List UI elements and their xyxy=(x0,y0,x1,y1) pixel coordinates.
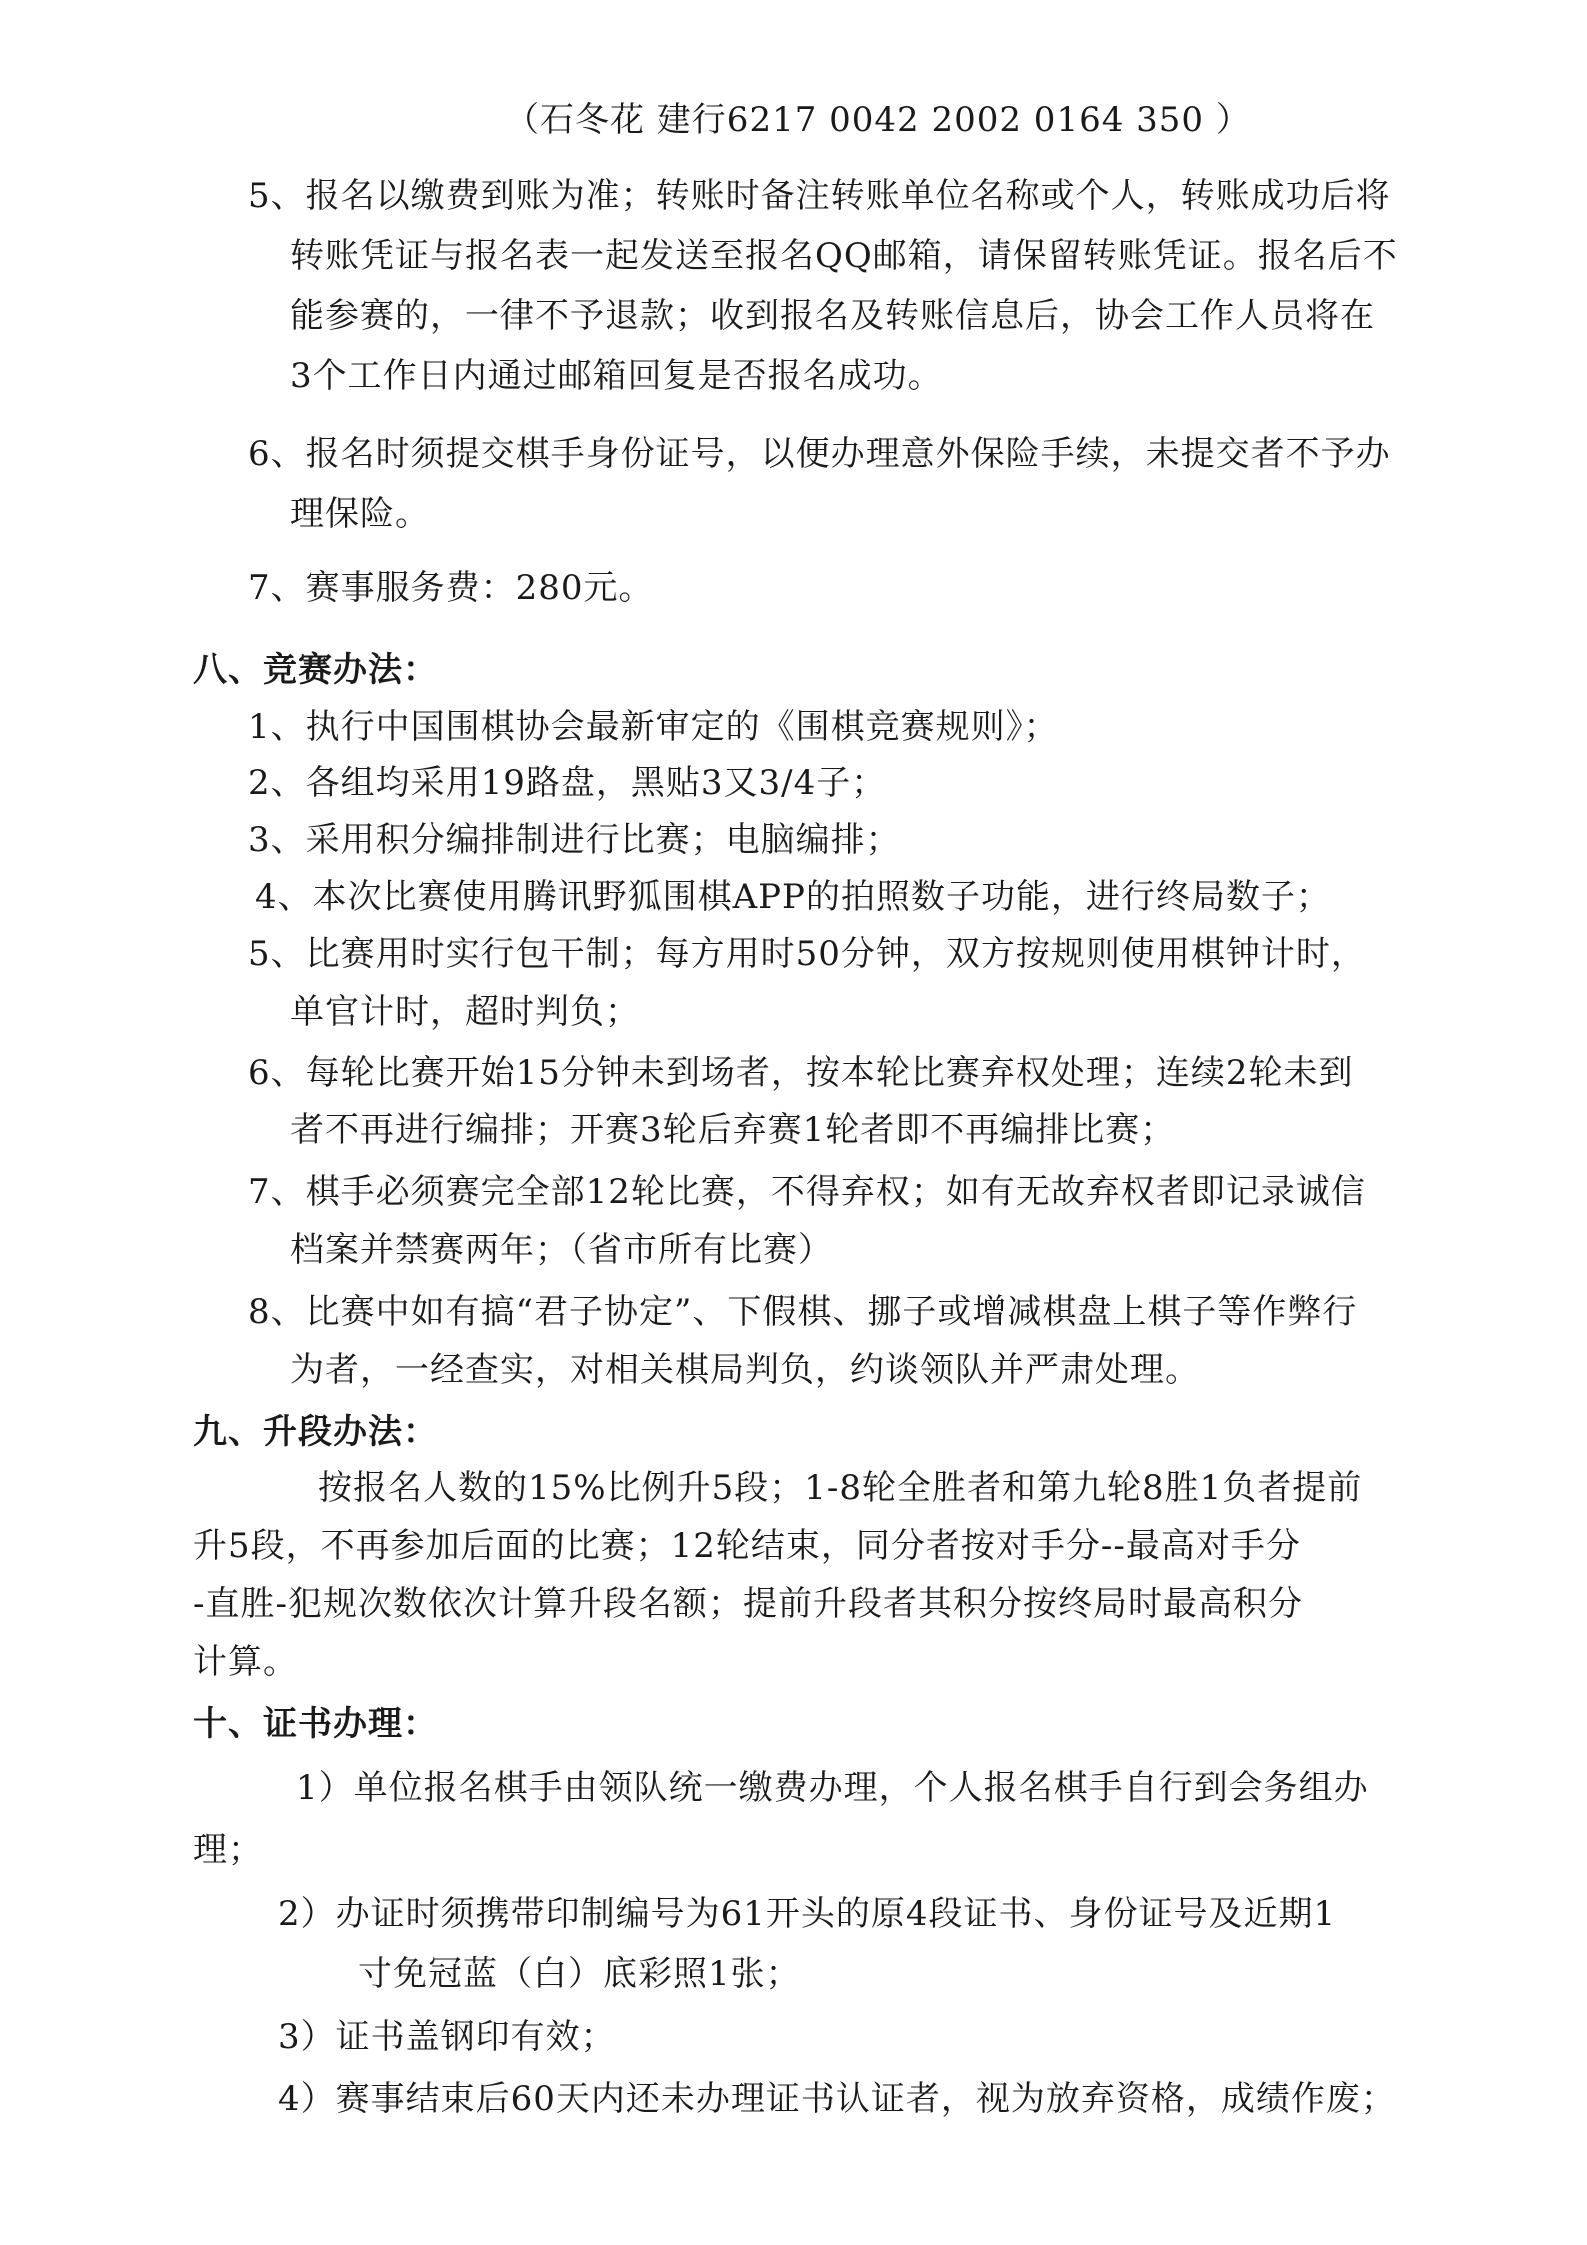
certificate-item-2-line-1: 2）办证时须携带印制编号为61开头的原4段证书、身份证号及近期1 xyxy=(278,1894,1337,1934)
promotion-para-line-2: 升5段，不再参加后面的比赛；12轮结束，同分者按对手分--最高对手分 xyxy=(193,1526,1301,1566)
certificate-item-2-line-2: 寸免冠蓝（白）底彩照1张； xyxy=(358,1954,801,1994)
registration-item-6-line-1: 6、报名时须提交棋手身份证号，以便办理意外保险手续，未提交者不予办 xyxy=(248,434,1391,474)
competition-item-7-line-1: 7、棋手必须赛完全部12轮比赛，不得弃权；如有无故弃权者即记录诚信 xyxy=(248,1172,1366,1212)
competition-item-5-line-2: 单官计时，超时判负； xyxy=(290,992,640,1032)
registration-item-7: 7、赛事服务费：280元。 xyxy=(248,568,654,608)
registration-item-6-line-2: 理保险。 xyxy=(290,494,430,534)
section-heading-10: 十、证书办理： xyxy=(193,1704,438,1744)
promotion-para-line-1: 按报名人数的15%比例升5段；1-8轮全胜者和第九轮8胜1负者提前 xyxy=(318,1468,1363,1508)
certificate-item-3: 3）证书盖钢印有效； xyxy=(278,2017,616,2057)
registration-item-5-line-2: 转账凭证与报名表一起发送至报名QQ邮箱，请保留转账凭证。报名后不 xyxy=(290,236,1398,276)
competition-item-8-line-2: 为者，一经查实，对相关棋局判负，约谈领队并严肃处理。 xyxy=(290,1350,1200,1390)
certificate-item-4: 4）赛事结束后60天内还未办理证书认证者，视为放弃资格，成绩作废； xyxy=(278,2079,1396,2119)
competition-item-6-line-2: 者不再进行编排；开赛3轮后弃赛1轮者即不再编排比赛； xyxy=(290,1110,1176,1150)
bank-account-line: （石冬花 建行6217 0042 2002 0164 350 ） xyxy=(505,100,1251,140)
certificate-item-1-line-2: 理； xyxy=(193,1830,263,1870)
competition-item-2: 2、各组均采用19路盘，黑贴3又3/4子； xyxy=(248,763,887,803)
competition-item-6-line-1: 6、每轮比赛开始15分钟未到场者，按本轮比赛弃权处理；连续2轮未到 xyxy=(248,1053,1354,1093)
competition-item-4: 4、本次比赛使用腾讯野狐围棋APP的拍照数子功能，进行终局数子； xyxy=(255,877,1331,917)
competition-item-1: 1、执行中国围棋协会最新审定的《围棋竞赛规则》； xyxy=(248,707,1059,747)
registration-item-5-line-4: 3个工作日内通过邮箱回复是否报名成功。 xyxy=(290,356,943,396)
certificate-item-1-line-1: 1）单位报名棋手由领队统一缴费办理，个人报名棋手自行到会务组办 xyxy=(296,1768,1369,1808)
registration-item-5-line-3: 能参赛的，一律不予退款；收到报名及转账信息后，协会工作人员将在 xyxy=(290,296,1375,336)
promotion-para-line-4: 计算。 xyxy=(193,1642,298,1682)
section-heading-8: 八、竞赛办法： xyxy=(193,650,438,690)
competition-item-8-line-1: 8、比赛中如有搞“君子协定”、下假棋、挪子或增减棋盘上棋子等作弊行 xyxy=(248,1292,1358,1332)
section-heading-9: 九、升段办法： xyxy=(193,1412,438,1452)
competition-item-5-line-1: 5、比赛用时实行包干制；每方用时50分钟，双方按规则使用棋钟计时， xyxy=(248,934,1366,974)
registration-item-5-line-1: 5、报名以缴费到账为准；转账时备注转账单位名称或个人，转账成功后将 xyxy=(248,176,1391,216)
competition-item-3: 3、采用积分编排制进行比赛；电脑编排； xyxy=(248,820,901,860)
competition-item-7-line-2: 档案并禁赛两年；（省市所有比赛） xyxy=(290,1230,833,1270)
promotion-para-line-3: -直胜-犯规次数依次计算升段名额；提前升段者其积分按终局时最高积分 xyxy=(193,1584,1303,1624)
